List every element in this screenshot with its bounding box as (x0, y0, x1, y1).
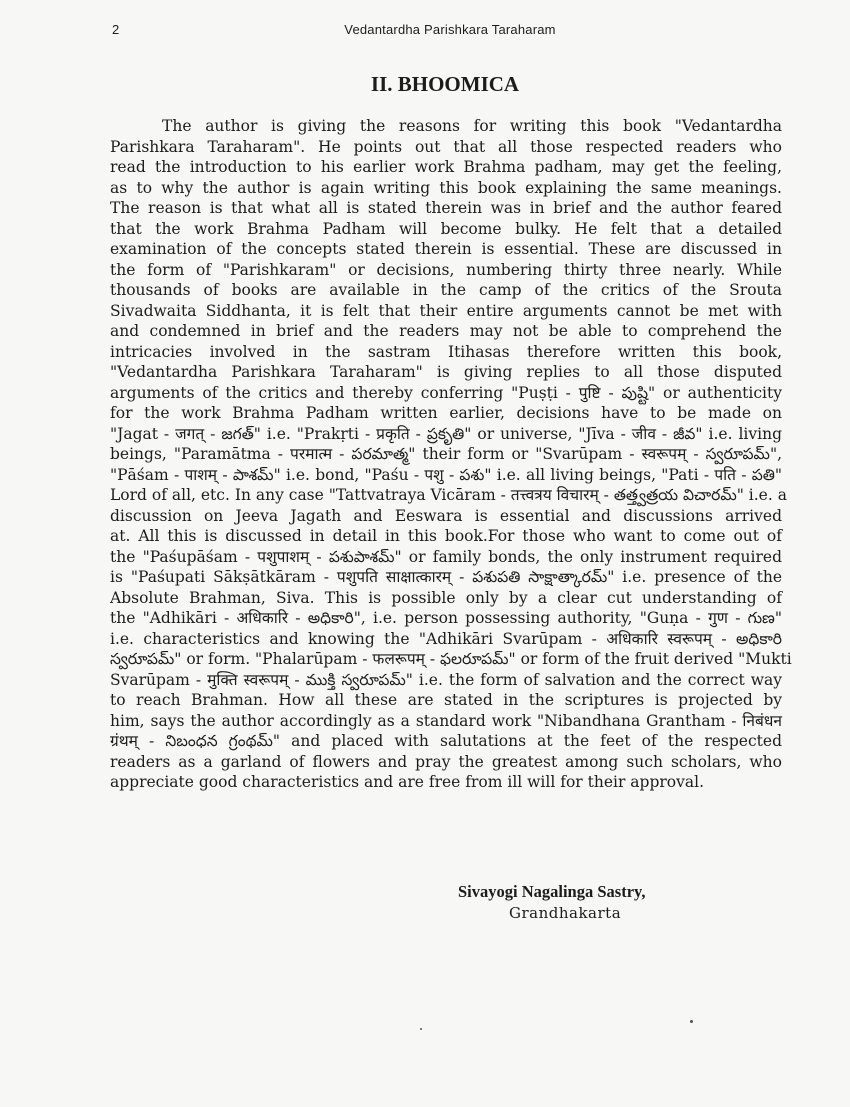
body-line: arguments of the critics and thereby conferring "Puṣṭi - पुष्टि - పుష్టి" or authenticity (110, 383, 782, 402)
body-line: to reach Brahman. How all these are stated in the scriptures is projected by (110, 691, 782, 709)
body-line: discussion on Jeeva Jagath and Eeswara is essential and discussions arrived (110, 506, 782, 525)
body-line: thousands of books are available in the camp of the critics of the Srouta (110, 281, 782, 299)
body-line: appreciate good characteristics and are free from ill will for their approval. (110, 773, 705, 791)
body-line: the "Paśupāśam - पशुपाशम् - పశుపాశమ్" or family bonds, the only instrument required (110, 547, 782, 566)
body-line: is "Paśupati Sākṣātkāram - पशुपति साक्षात्कारम् - పశుపతి సాక్షాత్కారమ్" i.e. presence of the (110, 568, 782, 586)
body-line: Sivadwaita Siddhanta, it is felt that their entire arguments cannot be met with (110, 301, 782, 320)
body-line: Absolute Brahman, Siva. This is possible only by a clear cut understanding of (110, 588, 782, 607)
body-line: readers as a garland of flowers and pray the greatest among such scholars, who (110, 752, 782, 771)
scan-speck (420, 1028, 422, 1030)
body-line: The reason is that what all is stated therein was in brief and the author feared (110, 199, 782, 217)
body-line: "Jagat - जगत् - జగత్" i.e. "Prakṛti - प्रकृति - ప్రకృతి" or universe, "Jīva - जीव - జీవ" i.e. living (110, 424, 782, 443)
body-line: that the work Brahma Padham will become bulky. He felt that a detailed (110, 219, 782, 238)
body-line: read the introduction to his earlier work Brahma padham, may get the feeling, (110, 158, 782, 176)
signature-name: Sivayogi Nagalinga Sastry, (458, 882, 646, 901)
body-line: ग्रंथम् - నిబంధన గ్రంథమ్" and placed with salutations at the feet of the respected (110, 732, 782, 750)
body-line: స్వరూపమ్" or form. "Phalarūpam - फलरूपम् - ఫలరూపమ్" or form of the fruit derived "Mukti (110, 650, 792, 668)
body-line: for the work Brahma Padham written earlier, decisions have to be made on (110, 404, 782, 422)
body-line: i.e. characteristics and knowing the "Adhikāri Svarūpam - अधिकारि स्वरूपम् - అధికారి (110, 629, 782, 648)
body-line: examination of the concepts stated therein is essential. These are discussed in (110, 240, 782, 258)
scan-speck (690, 1020, 693, 1023)
running-header-title: Vedantardha Parishkara Taraharam (344, 22, 556, 37)
body-line: the form of "Parishkaram" or decisions, numbering thirty three nearly. While (110, 260, 782, 279)
body-line: intricacies involved in the sastram Itihasas therefore written this book, (110, 342, 782, 361)
body-line: Lord of all, etc. In any case "Tattvatraya Vicāram - तत्त्वत्रय विचारम् - తత్త్వత్రయ విచారమ్" i.e. a (110, 486, 787, 504)
body-line: "Vedantardha Parishkara Taraharam" is giving replies to all those disputed (110, 363, 782, 381)
body-line: Svarūpam - मुक्ति स्वरूपम् - ముక్తి స్వరూపమ్" i.e. the form of salvation and the correct way (110, 670, 782, 689)
body-line: at. All this is discussed in detail in this book.For those who want to come out of (110, 527, 782, 545)
body-line: The author is giving the reasons for writing this book "Vedantardha (162, 117, 782, 135)
body-paragraph (110, 116, 792, 793)
body-line: and condemned in brief and the readers may not be able to comprehend the (110, 322, 782, 340)
body-line: "Pāśam - पाशम् - పాశమ్" i.e. bond, "Paśu - पशु - పశు" i.e. all living beings, "Pati - पति - పతి" (110, 465, 782, 484)
chapter-title: II. BHOOMICA (370, 72, 520, 96)
page-number: 2 (112, 22, 120, 37)
signature-role: Grandhakarta (509, 904, 622, 922)
body-line: as to why the author is again writing this book explaining the same meanings. (110, 178, 782, 197)
body-line: him, says the author accordingly as a standard work "Nibandhana Grantham - निबंधन (110, 711, 782, 730)
body-line: beings, "Paramātma - परमात्म - పరమాత్మ" their form or "Svarūpam - स्वरूपम् - స్వరూపమ్", (110, 445, 782, 463)
body-line: Parishkara Taraharam". He points out that all those respected readers who (110, 137, 782, 156)
body-line: the "Adhikāri - अधिकारि - అధికారి", i.e. person possessing authority, "Guṇa - गुण - గుణ" (110, 609, 782, 627)
